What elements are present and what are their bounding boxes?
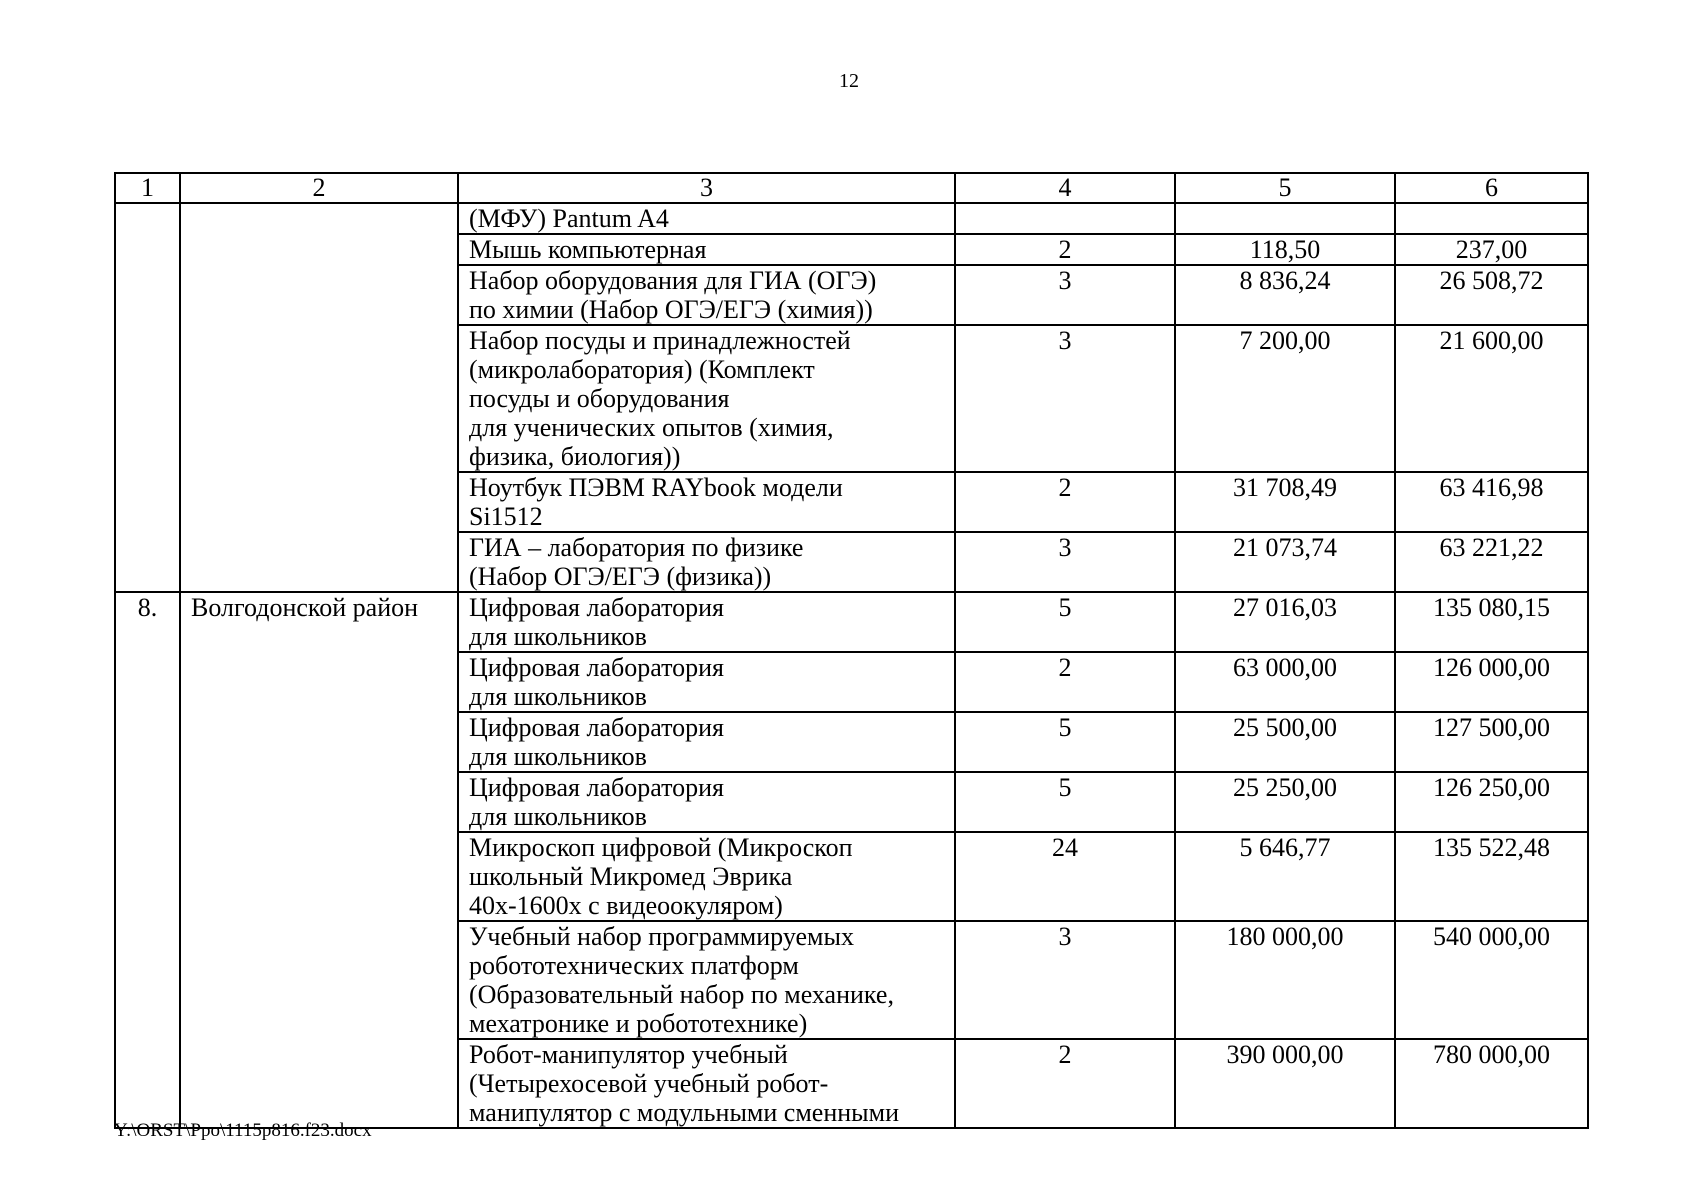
total-cell: 21 600,00 bbox=[1395, 325, 1588, 472]
header-row bbox=[115, 173, 1588, 203]
item-name-cell: (МФУ) Pantum A4 bbox=[458, 203, 955, 234]
unit-price-cell: 7 200,00 bbox=[1175, 325, 1395, 472]
unit-price-cell: 25 500,00 bbox=[1175, 712, 1395, 772]
total-cell: 63 416,98 bbox=[1395, 472, 1588, 532]
unit-price-cell: 5 646,77 bbox=[1175, 832, 1395, 921]
quantity-cell: 2 bbox=[955, 472, 1175, 532]
unit-price-cell: 390 000,00 bbox=[1175, 1039, 1395, 1128]
quantity-cell: 2 bbox=[955, 652, 1175, 712]
quantity-cell: 3 bbox=[955, 325, 1175, 472]
page-number: 12 bbox=[839, 70, 859, 92]
item-name-cell: Цифровая лаборатория для школьников bbox=[458, 712, 955, 772]
total-cell: 63 221,22 bbox=[1395, 532, 1588, 592]
table-row bbox=[115, 592, 1588, 652]
total-cell: 26 508,72 bbox=[1395, 265, 1588, 325]
unit-price-cell: 27 016,03 bbox=[1175, 592, 1395, 652]
total-cell: 127 500,00 bbox=[1395, 712, 1588, 772]
item-name-cell: Учебный набор программируемых робототехнических платформ (Образовательный набор по механике, мехатронике и робототехнике) bbox=[458, 921, 955, 1039]
row-number-cell: 8. bbox=[115, 592, 180, 1128]
item-name-cell: Микроскоп цифровой (Микроскоп школьный Микромед Эврика 40х-1600х с видеоокуляром) bbox=[458, 832, 955, 921]
unit-price-cell: 25 250,00 bbox=[1175, 772, 1395, 832]
quantity-cell: 2 bbox=[955, 234, 1175, 265]
item-name-cell: Цифровая лаборатория для школьников bbox=[458, 652, 955, 712]
total-cell: 135 522,48 bbox=[1395, 832, 1588, 921]
header-cell-4: 4 bbox=[955, 173, 1175, 203]
header-cell-1: 1 bbox=[115, 173, 180, 203]
district-cell: Волгодонской район bbox=[180, 592, 458, 1128]
row-number-cell bbox=[115, 203, 180, 592]
item-name-cell: Робот-манипулятор учебный (Четырехосевой учебный робот- манипулятор с модульными сменными bbox=[458, 1039, 955, 1128]
item-name-cell: Ноутбук ПЭВМ RAYbook модели Si1512 bbox=[458, 472, 955, 532]
unit-price-cell bbox=[1175, 203, 1395, 234]
total-cell: 126 000,00 bbox=[1395, 652, 1588, 712]
quantity-cell: 3 bbox=[955, 265, 1175, 325]
total-cell: 126 250,00 bbox=[1395, 772, 1588, 832]
quantity-cell: 2 bbox=[955, 1039, 1175, 1128]
total-cell: 135 080,15 bbox=[1395, 592, 1588, 652]
item-name-cell: Цифровая лаборатория для школьников bbox=[458, 772, 955, 832]
quantity-cell: 3 bbox=[955, 921, 1175, 1039]
equipment-table bbox=[114, 172, 1589, 1129]
quantity-cell: 5 bbox=[955, 592, 1175, 652]
unit-price-cell: 8 836,24 bbox=[1175, 265, 1395, 325]
item-name-cell: ГИА – лаборатория по физике (Набор ОГЭ/ЕГЭ (физика)) bbox=[458, 532, 955, 592]
item-name-cell: Набор посуды и принадлежностей (микролаборатория) (Комплект посуды и оборудования для ученических опытов (химия, физика, биология)) bbox=[458, 325, 955, 472]
item-name-cell: Цифровая лаборатория для школьников bbox=[458, 592, 955, 652]
quantity-cell: 5 bbox=[955, 712, 1175, 772]
quantity-cell: 5 bbox=[955, 772, 1175, 832]
unit-price-cell: 63 000,00 bbox=[1175, 652, 1395, 712]
item-name-cell: Набор оборудования для ГИА (ОГЭ) по химии (Набор ОГЭ/ЕГЭ (химия)) bbox=[458, 265, 955, 325]
table-row bbox=[115, 203, 1588, 234]
total-cell: 540 000,00 bbox=[1395, 921, 1588, 1039]
quantity-cell: 24 bbox=[955, 832, 1175, 921]
header-cell-3: 3 bbox=[458, 173, 955, 203]
header-cell-5: 5 bbox=[1175, 173, 1395, 203]
quantity-cell bbox=[955, 203, 1175, 234]
total-cell bbox=[1395, 203, 1588, 234]
unit-price-cell: 31 708,49 bbox=[1175, 472, 1395, 532]
unit-price-cell: 118,50 bbox=[1175, 234, 1395, 265]
item-name-cell: Мышь компьютерная bbox=[458, 234, 955, 265]
footer-file-path: Y:\ORST\Ppo\1115p816.f23.docx bbox=[114, 1120, 372, 1141]
total-cell: 780 000,00 bbox=[1395, 1039, 1588, 1128]
total-cell: 237,00 bbox=[1395, 234, 1588, 265]
district-cell bbox=[180, 203, 458, 592]
unit-price-cell: 21 073,74 bbox=[1175, 532, 1395, 592]
header-cell-6: 6 bbox=[1395, 173, 1588, 203]
header-cell-2: 2 bbox=[180, 173, 458, 203]
quantity-cell: 3 bbox=[955, 532, 1175, 592]
unit-price-cell: 180 000,00 bbox=[1175, 921, 1395, 1039]
